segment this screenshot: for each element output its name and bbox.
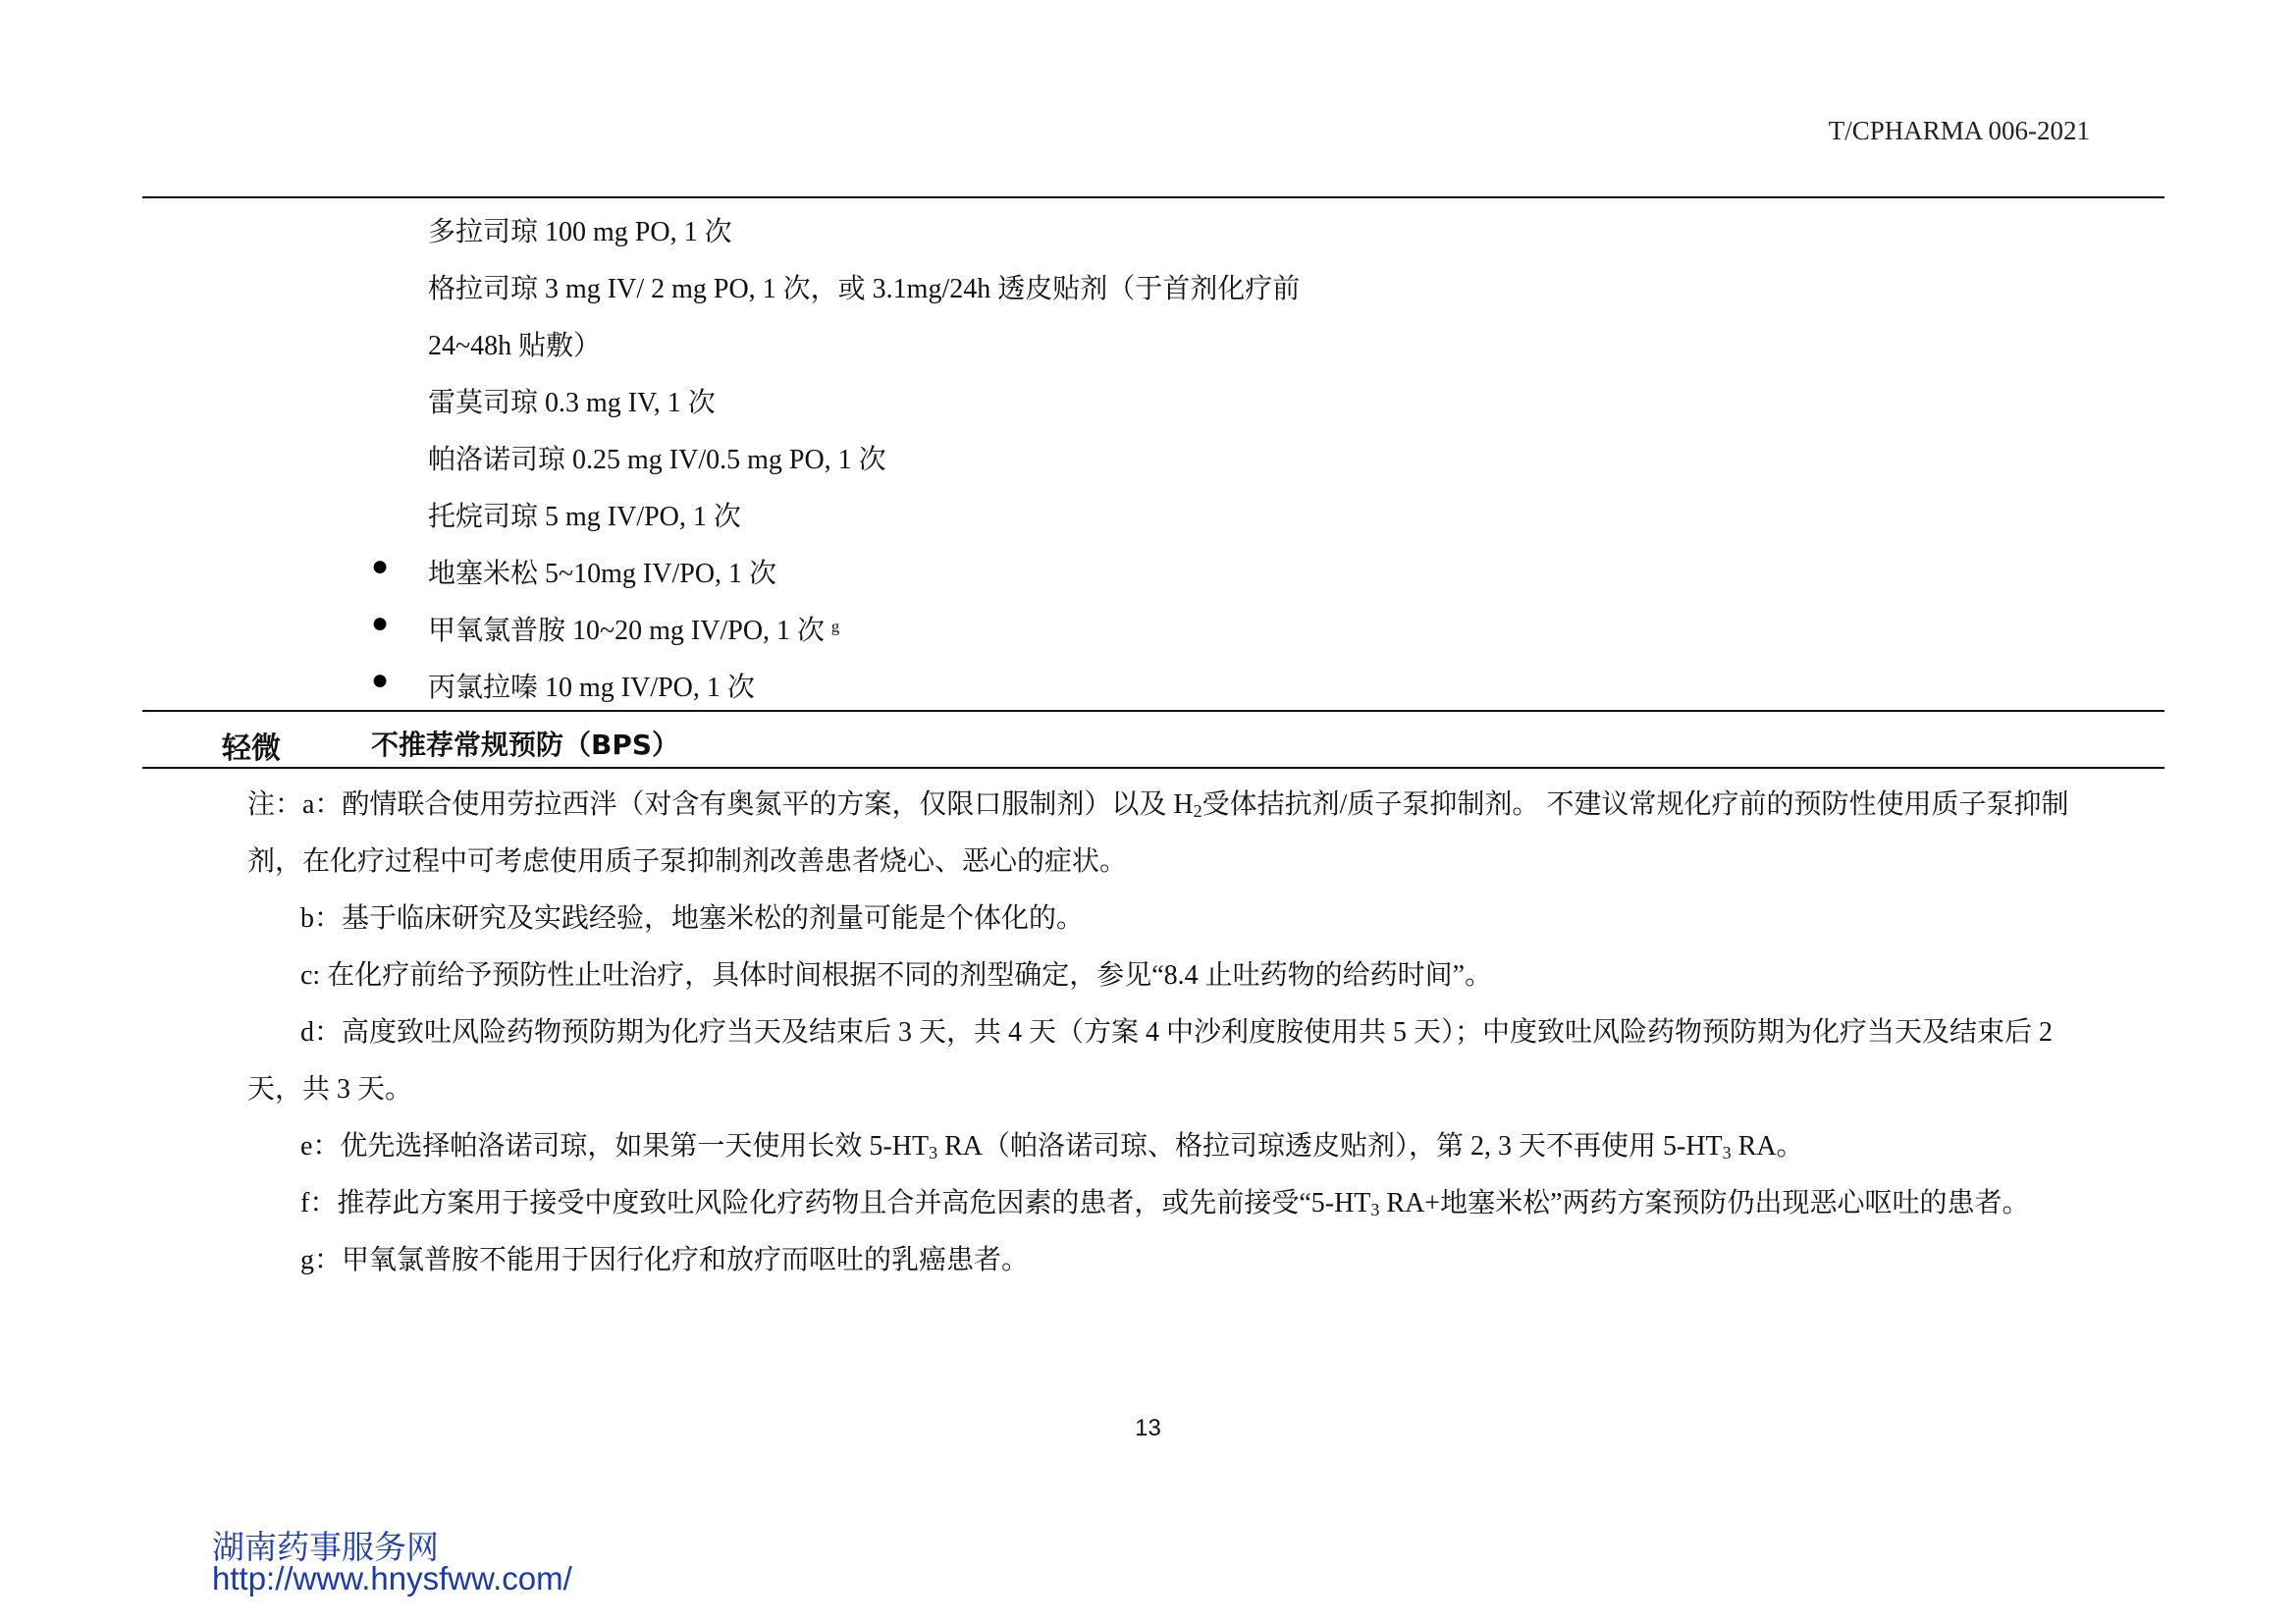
note-a: 注：a：酌情联合使用劳拉西泮（对含有奥氮平的方案，仅限口服制剂）以及 $H_2$受体拮抗剂/质子泵抑制剂。 不建议常规化疗前的预防性使用质子泵抑制 [247,789,2069,821]
drug-line: 托烷司琼 5 mg IV/PO, 1 次 [428,502,741,532]
drug-line: 格拉司琼 3 mg IV/ 2 mg PO, 1 次，或 3.1mg/24h 透皮贴剂（于首剂化疗前 [428,274,1301,304]
note-f: f：推荐此方案用于接受中度致吐风险化疗药物且合并高危因素的患者，或先前接受“$5-HT_3$ RA+地塞米松”两药方案预防仍出现恶心呕吐的患者。 [300,1188,2030,1219]
drug-line: 多拉司琼 100 mg PO, 1 次 [428,217,732,247]
note-c: c: 在化疗前给予预防性止吐治疗，具体时间根据不同的剂型确定，参见“8.4 止吐药物的给药时间”。 [300,960,1493,991]
bullet-item: 地塞米松 5~10mg IV/PO, 1 次 [428,559,777,589]
bullet-item: 丙氯拉嗪 10 mg IV/PO, 1 次 [428,673,755,703]
drug-line: 雷莫司琼 0.3 mg IV, 1 次 [428,388,716,418]
drug-line: 24~48h 贴敷） [428,331,602,361]
note-a-continued: 剂，在化疗过程中可考虑使用质子泵抑制剂改善患者烧心、恶心的症状。 [247,846,1128,877]
watermark-url[interactable]: http://www.hnysfww.com/ [212,1560,572,1597]
watermark-name: 湖南药事服务网 [212,1528,439,1566]
document-code: T/CPHARMA 006-2021 [1828,116,2090,145]
bullet-item: 甲氧氯普胺 10~20 mg IV/PO, 1 次 ᵍ [428,616,840,646]
table-rule [142,710,2164,712]
bullet-dot: ● [371,607,390,639]
page-number: 13 [1135,1415,1161,1441]
recommendation-cell: 不推荐常规预防（BPS） [371,729,680,761]
note-d-continued: 天，共 3 天。 [247,1074,413,1105]
top-rule [142,196,2164,198]
bullet-dot: ● [371,550,390,582]
severity-cell: 轻微 [222,731,281,766]
note-d: d：高度致吐风险药物预防期为化疗当天及结束后 3 天，共 4 天（方案 4 中沙利度胺使用共 5 天）；中度致吐风险药物预防期为化疗当天及结束后 2 [300,1017,2054,1048]
table-bottom-rule [142,767,2164,769]
drug-line: 帕洛诺司琼 0.25 mg IV/0.5 mg PO, 1 次 [428,445,886,475]
note-e: e：优先选择帕洛诺司琼，如果第一天使用长效 $5-HT_3$ RA（帕洛诺司琼、格拉司琼透皮贴剂），第 2, 3 天不再使用 $5-HT_3$ RA。 [300,1131,1804,1163]
bullet-dot: ● [371,664,390,696]
note-g: g：甲氧氯普胺不能用于因行化疗和放疗而呕吐的乳癌患者。 [300,1245,1030,1275]
note-b: b：基于临床研究及实践经验，地塞米松的剂量可能是个体化的。 [300,903,1085,934]
